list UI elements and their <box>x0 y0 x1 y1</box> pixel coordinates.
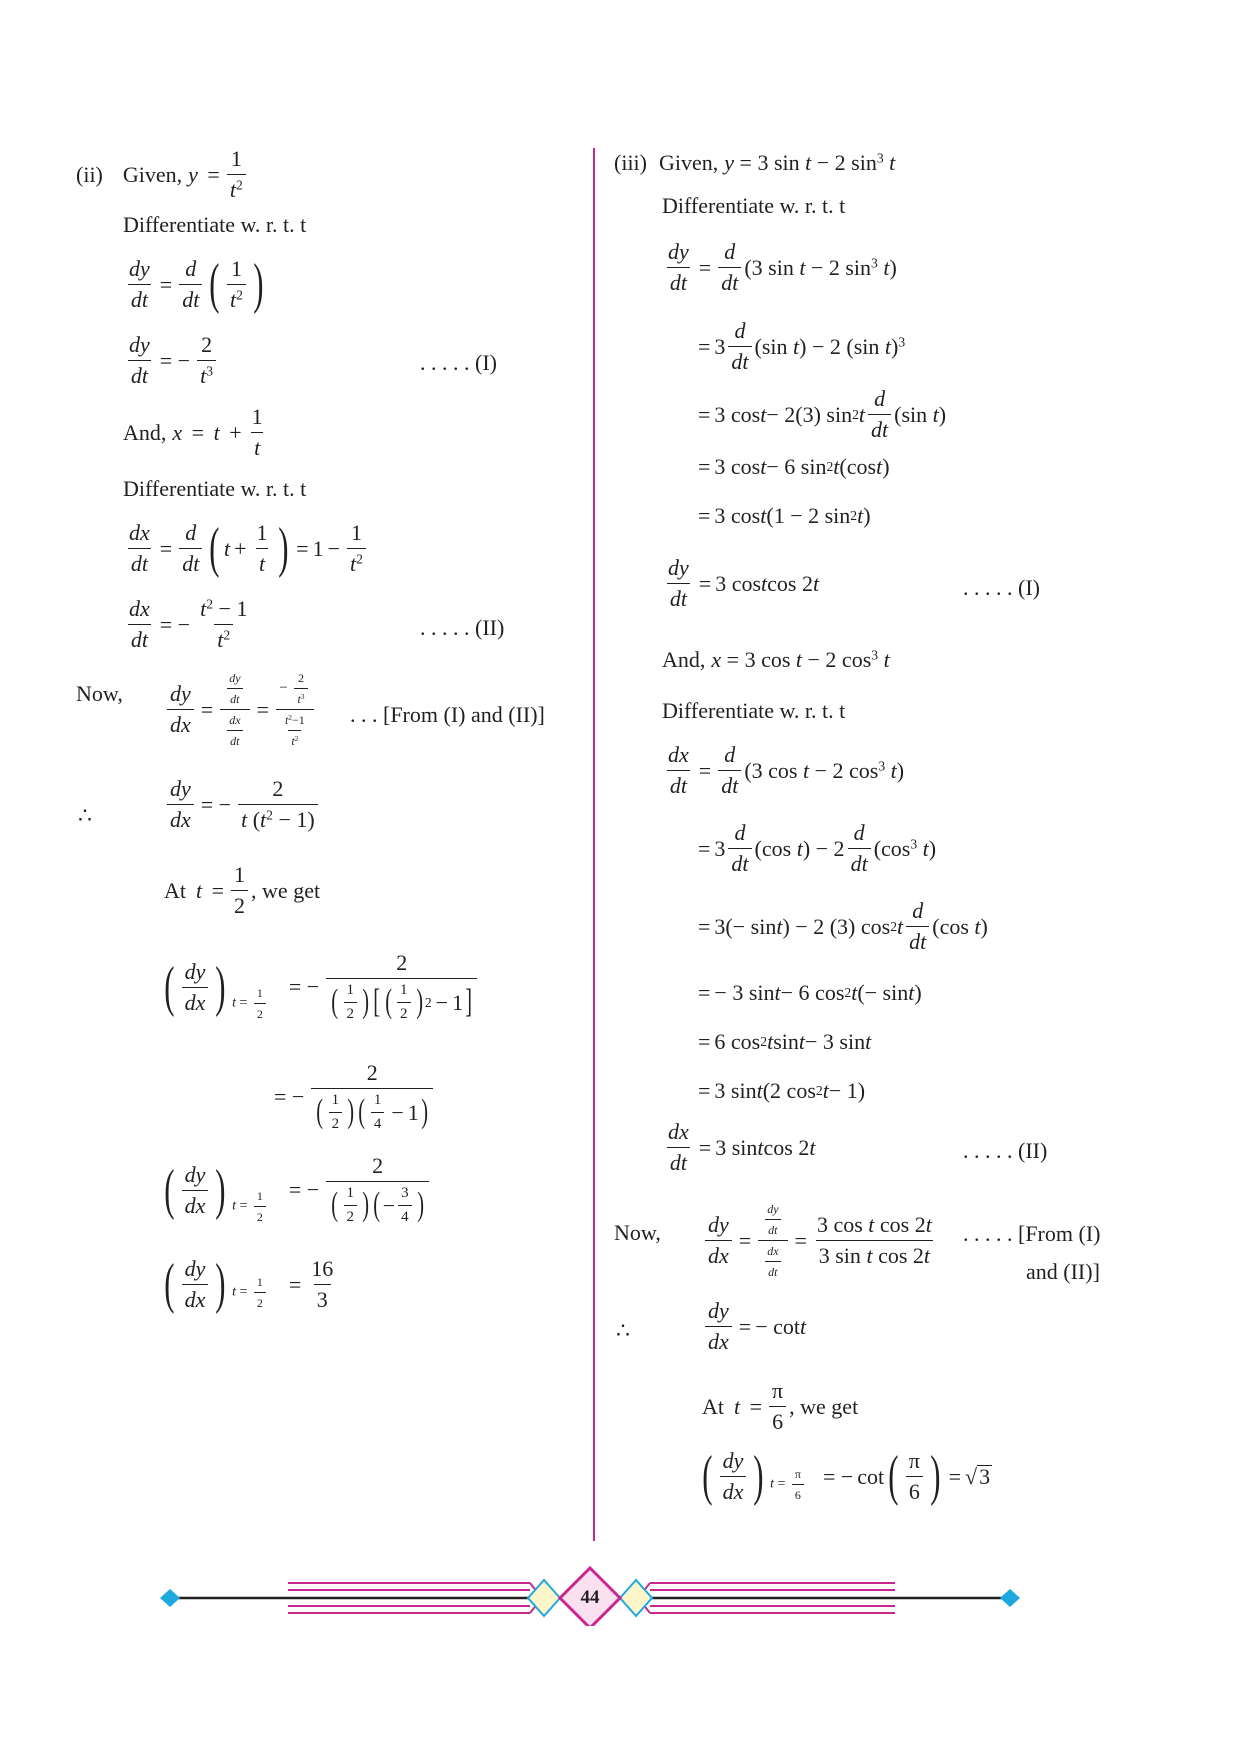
equation-ref: . . . . . (I) <box>963 575 1040 600</box>
equation: $\frac{dy}{dx}$ = − cot t <box>702 1300 806 1353</box>
equation-ref: . . . . . (II) <box>420 615 505 640</box>
equation: $\frac{dy}{dt}$ = 3 cos t cos 2 t <box>668 555 820 611</box>
at-label: At <box>702 1393 724 1419</box>
diff-instruction: Differentiate w. r. t. t <box>662 193 846 218</box>
equation-ref: . . . [From (I) and (II)] <box>350 702 545 727</box>
at-label: At <box>164 877 186 903</box>
equation: = 3 cos t − 6 sin 2 t (cos t ) <box>698 454 890 479</box>
equation: = 3 cos t (1 − 2 sin 2 t ) <box>698 503 871 528</box>
at-t-line: At t = $\frac{1}{2}$ , we get <box>164 862 321 918</box>
result-numerator: 16 <box>311 1256 334 1281</box>
diff-instruction: Differentiate w. r. t. t <box>123 476 307 501</box>
equation: $\frac{dy}{dx}$ = $\frac{\frac{dy}{dt}}{\frac{dx}{dt}}$ = $\frac{\text{3 cos t cos 2t}}{\text{3 sin t cos 2t}}$ <box>702 1203 938 1278</box>
now-label: Now, <box>76 681 123 706</box>
and-label: And, <box>662 647 706 672</box>
result-denominator: 3 <box>314 1284 331 1311</box>
equation: $\frac{dx}{dt}$ = $\frac{d}{dt}$ (3 cos t − 2 $\cos^3 t$) <box>668 742 905 798</box>
given-label: Given, <box>659 150 719 175</box>
we-get-label: , we get <box>789 1393 859 1419</box>
equation: = − 2 ( $\frac{1}{2}$ ) ( $\frac{1}{4}$ − 1 ) <box>270 1062 436 1132</box>
page-number: 44 <box>580 1587 600 1608</box>
part-iii-given: (iii) Given, y = 3 sin t − 2 $\sin^3 t$ <box>614 150 896 175</box>
equation: = − 3 sin t − 6 cos 2 t (− sin t ) <box>698 980 922 1005</box>
equation: = 3 $\frac{d}{dt}$ (sin t) − 2 (sin t)$^3$ <box>698 318 906 374</box>
given-label: Given, <box>122 161 183 187</box>
equation: = 6 cos 2 t sin t − 3 sin t <box>698 1029 872 1054</box>
equation: = 3 sin t (2 cos 2 t − 1) <box>698 1078 866 1103</box>
equation-ref: . . . . . (II) <box>963 1138 1048 1163</box>
therefore-symbol: ∴ <box>78 803 92 828</box>
part-label: (ii) <box>76 161 103 187</box>
we-get-label: , we get <box>251 877 321 903</box>
equation: = 3 cos t − 2(3) sin 2 t $\frac{d}{dt}$ (sin t) <box>698 386 947 442</box>
equation-ref: . . . . . (I) <box>420 350 497 375</box>
equation: = 3 $\frac{d}{dt}$ (cos t) − 2 $\frac{d}{dt}$ ($\cos^3$ t) <box>698 820 937 876</box>
and-label: And, <box>123 419 167 445</box>
fraction: $\frac{1}{t^2}$ <box>227 148 246 201</box>
equation-ref: . . . . . [From (I) <box>963 1221 1101 1246</box>
equation: $\frac{dx}{dt}$ = − $\frac{t^2 - 1}{t^2}$ <box>129 596 248 652</box>
equation: $\frac{dy}{dt}$ = − $\frac{2}{t^3}$ <box>123 334 219 387</box>
equation: ( $\frac{dy}{dx}$ ) t = $\frac{1}{2}$ = − 2 ( $\frac{1}{2}$ ) ( − $\frac{3}{4}$ ) <box>160 1155 432 1225</box>
part-ii-given: (ii) Given, y = $\frac{1}{t^2}$ <box>76 148 249 201</box>
equation: = 3(− sin t ) − 2 (3) cos 2 t $\frac{d}{dt}$ (cos t) <box>698 898 988 954</box>
equation: $\frac{dy}{dx}$ = $\frac{\frac{dy}{dt}}{\frac{dx}{dt}}$ = − $\frac{2}{t^3}$ $\frac{t^2-1}{t^2}$ <box>164 672 317 747</box>
now-label: Now, <box>614 1220 661 1245</box>
right-diamond-icon <box>1000 1589 1020 1607</box>
part-label: (iii) <box>614 150 647 175</box>
therefore-symbol: ∴ <box>616 1318 630 1343</box>
equation: $\frac{dy}{dt}$ = $\frac{d}{dt}$ (3 sin t − 2 $\sin^3 t$) <box>668 239 897 295</box>
equation: $\frac{dy}{dt}$ = $\frac{d}{dt}$ ( $\frac{1}{t^2}$ ) <box>129 253 264 316</box>
at-t-line: At t = $\frac{\pi}{6}$ , we get <box>702 1378 859 1434</box>
diff-instruction: Differentiate w. r. t. t <box>662 698 846 723</box>
equation: And, x = t + $\frac{1}{t}$ <box>123 404 263 460</box>
equation: And, x = 3 cos t − 2 $\cos^3 t$ <box>662 647 890 672</box>
equation: $\frac{dy}{dx}$ = − $\frac{2}{t (t^2 - 1)}$ <box>164 778 321 831</box>
column-divider <box>593 148 595 1541</box>
equation: $\frac{dx}{dt}$ = 3 sin t cos 2 t <box>668 1119 816 1175</box>
equation: ( $\frac{dy}{dx}$ ) t = $\frac{1}{2}$ = − 2 ( $\frac{1}{2}$ ) [ ( $\frac{1}{2}$ ) 2 − 1 ] <box>160 952 480 1022</box>
final-result: ( $\frac{dy}{dx}$ ) t = $\frac{\pi}{6}$ = − cot ( $\frac{\pi}{6}$ ) = √ 3 <box>702 1445 991 1508</box>
diff-instruction: Differentiate w. r. t. t <box>123 212 307 237</box>
final-result: ( $\frac{dy}{dx}$ ) t = $\frac{1}{2}$ = $\frac{16}{3}$ <box>160 1258 339 1311</box>
left-diamond-icon <box>160 1589 180 1607</box>
equation-ref: and (II)] <box>1026 1259 1100 1284</box>
equation: $\frac{dx}{dt}$ = $\frac{d}{dt}$ ( t + $\frac{1}{t}$ ) = 1 − $\frac{1}{t^2}$ <box>123 522 369 575</box>
